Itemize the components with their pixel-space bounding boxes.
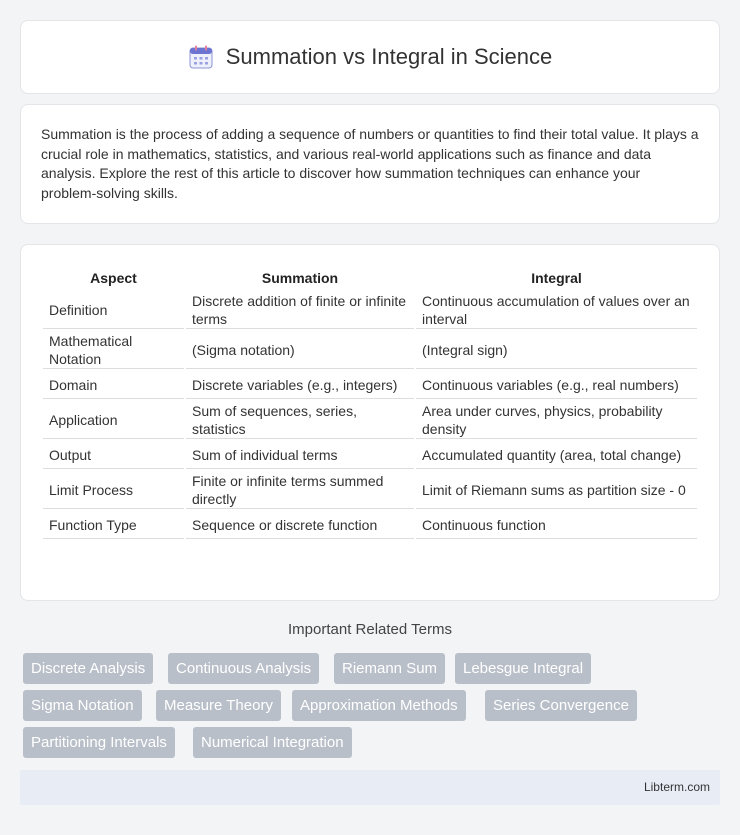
tag-lebesgue-integral[interactable]: Lebesgue Integral — [455, 653, 591, 684]
footer-site-link[interactable]: Libterm.com — [643, 780, 710, 794]
table-cell: Area under curves, physics, probability density — [416, 401, 697, 439]
table-cell: Function Type — [43, 511, 184, 539]
table-cell: Definition — [43, 291, 184, 329]
tag-approximation-methods[interactable]: Approximation Methods — [292, 690, 466, 721]
table-cell: Continuous function — [416, 511, 697, 539]
footer — [20, 770, 720, 805]
intro-card — [20, 104, 720, 224]
table-cell: Limit of Riemann sums as partition size - 0 — [416, 471, 697, 509]
table-cell: (Integral sign) — [416, 331, 697, 369]
column-header-aspect: Aspect — [90, 270, 137, 286]
table-cell: Output — [43, 441, 184, 469]
table-row — [43, 331, 697, 369]
tag-partitioning-intervals[interactable]: Partitioning Intervals — [23, 727, 175, 758]
table-cell: Discrete variables (e.g., integers) — [186, 371, 414, 399]
table-cell: Accumulated quantity (area, total change) — [416, 441, 697, 469]
table-row — [43, 371, 697, 399]
tag-measure-theory[interactable]: Measure Theory — [156, 690, 281, 721]
tag-sigma-notation[interactable]: Sigma Notation — [23, 690, 142, 721]
column-header-integral: Integral — [531, 270, 582, 286]
table-cell: Application — [43, 401, 184, 439]
table-cell: (Sigma notation) — [186, 331, 414, 369]
table-cell: Sum of individual terms — [186, 441, 414, 469]
table-row — [43, 441, 697, 469]
tag-series-convergence[interactable]: Series Convergence — [485, 690, 637, 721]
table-cell: Mathematical Notation — [43, 331, 184, 369]
table-row — [43, 401, 697, 439]
table-cell: Continuous accumulation of values over an interval — [416, 291, 697, 329]
table-header-row — [43, 267, 697, 289]
related-terms-title: Important Related Terms — [288, 621, 452, 638]
table-cell: Sequence or discrete function — [186, 511, 414, 539]
table-row — [43, 471, 697, 509]
tag-numerical-integration[interactable]: Numerical Integration — [193, 727, 352, 758]
table-cell: Domain — [43, 371, 184, 399]
table-cell: Finite or infinite terms summed directly — [186, 471, 414, 509]
tag-discrete-analysis[interactable]: Discrete Analysis — [23, 653, 153, 684]
column-header-summation: Summation — [261, 270, 339, 286]
header-card — [20, 20, 720, 94]
table-row — [43, 511, 697, 539]
table-cell: Discrete addition of finite or infinite terms — [186, 291, 414, 329]
table-cell: Limit Process — [43, 471, 184, 509]
table-cell: Sum of sequences, series, statistics — [186, 401, 414, 439]
comparison-table-card — [20, 244, 720, 601]
tag-continuous-analysis[interactable]: Continuous Analysis — [168, 653, 319, 684]
intro-text: Summation is the process of adding a sequence of numbers or quantities to find their total value. It plays a crucial role in mathematics, statistics, and various real-world applications such as finance and data analysis. Explore the rest of this article to discover how summation techniques can enhance your problem-solving skills. — [41, 126, 699, 201]
table-row — [43, 291, 697, 329]
comparison-table — [41, 265, 699, 541]
table-cell: Continuous variables (e.g., real numbers) — [416, 371, 697, 399]
calendar-icon — [188, 44, 214, 70]
page-title: Summation vs Integral in Science — [225, 44, 553, 69]
tag-riemann-sum[interactable]: Riemann Sum — [334, 653, 445, 684]
